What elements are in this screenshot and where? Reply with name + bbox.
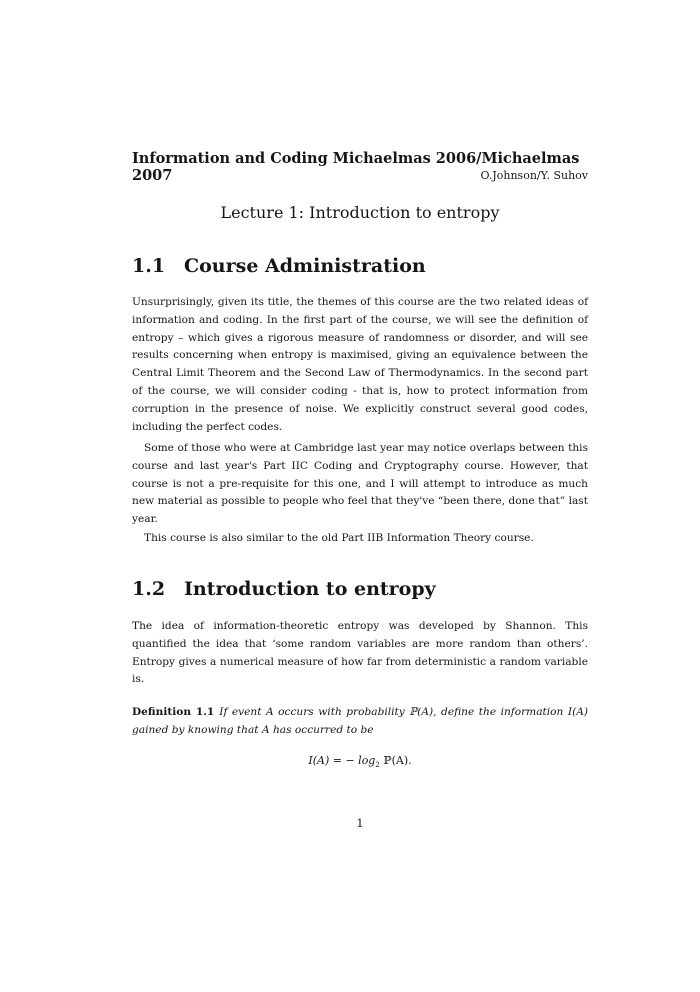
section-heading-introduction-to-entropy <box>132 577 588 601</box>
definition <box>132 704 588 740</box>
section-heading-course-administration <box>132 254 588 278</box>
page-number: 1 <box>356 817 364 830</box>
lecture-title: Lecture 1: Introduction to entropy <box>220 203 500 222</box>
definition-label: Definition 1.1 <box>132 706 215 718</box>
paragraph: The idea of information-theoretic entropy was developed by Shannon. This quantified the idea that ‘some random variables are more random than others’. Entropy gives a numerical measure of how far from deterministic a random variable is. <box>132 620 588 686</box>
section-number: 1.1 <box>132 255 166 277</box>
paragraph: Unsurprisingly, given its title, the themes of this course are the two related ideas of information and coding. In the first part of the course, we will see the definition of entropy – which gives a rigorous measure of randomness or disorder, and will see results concerning when entropy is maximised, giving an equivalence between the Central Limit Theorem and the Second Law of Thermodynamics. In the second part of the course, we will consider coding - that is, how to protect information from corruption in the presence of noise. We explicitly construct several good codes, including the perfect codes. <box>132 296 588 433</box>
paragraph: This course is also similar to the old Part IIB Information Theory course. <box>144 532 534 544</box>
section-number: 1.2 <box>132 578 166 600</box>
authors: O.Johnson/Y. Suhov <box>480 169 588 182</box>
definition-text: If event A occurs with probability ℙ(A), define the information I(A) gained by knowing that A has occurred to be <box>132 706 588 736</box>
equation-rhs: ℙ(A). <box>379 754 412 767</box>
section-title: Introduction to entropy <box>184 578 436 600</box>
equation-lhs: I(A) = − log <box>308 754 376 767</box>
section-title: Course Administration <box>184 255 426 277</box>
paragraph: Some of those who were at Cambridge last year may notice overlaps between this course and last year's Part IIC Coding and Cryptography course. However, that course is not a pre-requisite for this one, and I will attempt to introduce as much new material as possible to people who feel that they've “been there, done that” last year. <box>132 442 588 526</box>
equation <box>132 752 588 774</box>
equation-subscript: 2 <box>375 761 380 769</box>
course-title: Information and Coding Michaelmas 2006/Michaelmas 2007 <box>132 150 580 184</box>
